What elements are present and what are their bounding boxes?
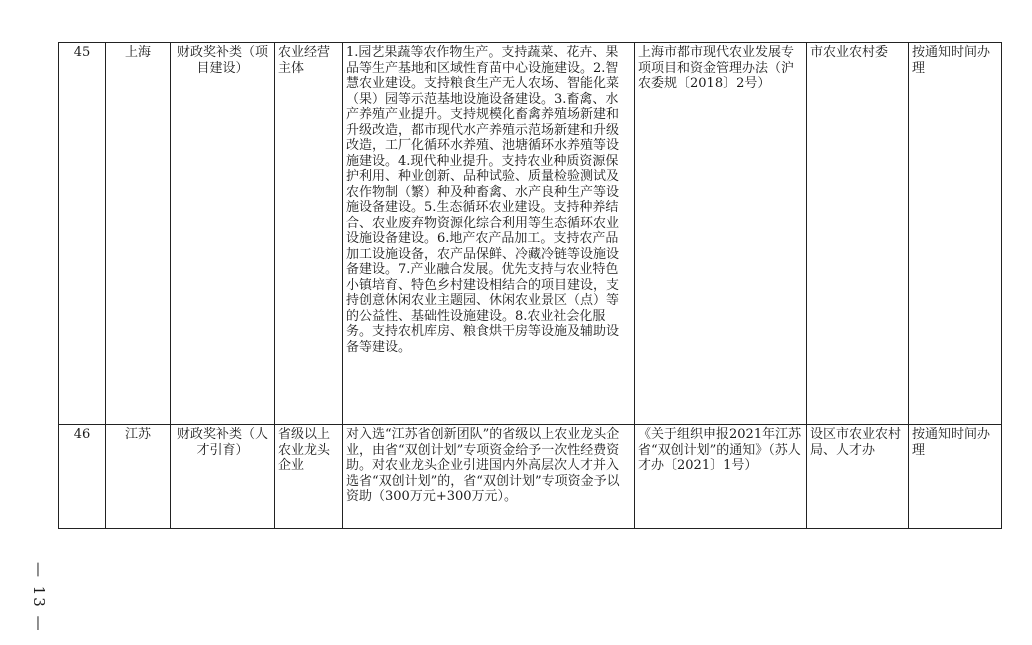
policy-type-cell: 财政奖补类（人才引育） — [171, 425, 275, 529]
row-number: 45 — [59, 43, 106, 425]
page-number: — 13 — — [30, 562, 48, 633]
support-content-cell: 对入选“江苏省创新团队”的省级以上农业龙头企业，由省“双创计划”专项资金给予一次性经费资助。对农业龙头企业引进国内外高层次人才并入选省“双创计划”的，省“双创计划”专项资金予以资助（300万元+300万元）。 — [343, 425, 635, 529]
policy-basis-cell: 《关于组织申报2021年江苏省“双创计划”的通知》（苏人才办〔2021〕1号） — [635, 425, 807, 529]
application-time-cell: 按通知时间办理 — [909, 425, 1002, 529]
policy-type-cell: 财政奖补类（项目建设） — [171, 43, 275, 425]
table-row — [59, 43, 1002, 425]
department-cell: 设区市农业农村局、人才办 — [807, 425, 909, 529]
support-content-cell: 1.园艺果蔬等农作物生产。支持蔬菜、花卉、果品等生产基地和区域性育苗中心设施建设。2.智慧农业建设。支持粮食生产无人农场、智能化菜（果）园等示范基地设施设备建设。3.畜禽、水产养殖产业提升。支持规模化畜禽养殖场新建和升级改造，都市现代水产养殖示范场新建和升级改造，工厂化循环水养殖、池塘循环水养殖等设施建设。4.现代种业提升。支持农业种质资源保护利用、种业创新、品种试验、质量检验测试及农作物制（繁）种及种畜禽、水产良种生产等设施设备建设。5.生态循环农业建设。支持种养结合、农业废弃物资源化综合利用等生态循环农业设施设备建设。6.地产农产品加工。支持农产品加工设施设备，农产品保鲜、冷藏冷链等设施设备建设。7.产业融合发展。优先支持与农业特色小镇培育、特色乡村建设相结合的项目建设，支持创意休闲农业主题园、休闲农业景区（点）等的公益性、基础性设施建设。8.农业社会化服务。支持农机库房、粮食烘干房等设施及辅助设备等建设。 — [343, 43, 635, 425]
support-subject-cell: 省级以上农业龙头企业 — [275, 425, 343, 529]
application-time-cell: 按通知时间办理 — [909, 43, 1002, 425]
province-cell: 江苏 — [106, 425, 171, 529]
department-cell: 市农业农村委 — [807, 43, 909, 425]
policy-basis-cell: 上海市都市现代农业发展专项项目和资金管理办法（沪农委规〔2018〕2号） — [635, 43, 807, 425]
table-row — [59, 425, 1002, 529]
row-number: 46 — [59, 425, 106, 529]
support-subject-cell: 农业经营主体 — [275, 43, 343, 425]
province-cell: 上海 — [106, 43, 171, 425]
policy-table — [58, 42, 1002, 529]
